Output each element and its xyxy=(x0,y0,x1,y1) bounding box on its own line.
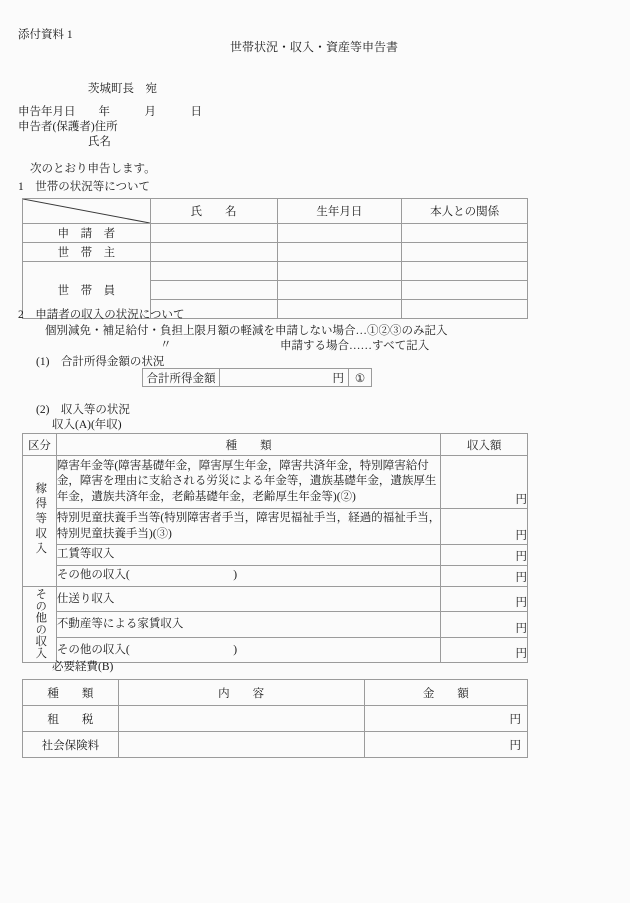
header-expense-amount: 金 額 xyxy=(364,680,527,706)
income-header-row xyxy=(23,434,528,456)
section2-note-line1: 個別減免・補足給付・負担上限月額の軽減を申請しない場合…①②③のみ記入 xyxy=(45,325,448,337)
total-income-mark: ① xyxy=(349,369,372,387)
unit-yen: 円 xyxy=(515,494,527,506)
cell-applicant-name[interactable] xyxy=(150,224,277,243)
header-expense-kind: 種 類 xyxy=(23,680,119,706)
income-row-rent xyxy=(23,612,528,637)
cell-member2-birthdate[interactable] xyxy=(277,281,402,300)
row-label-household-member: 世 帯 員 xyxy=(23,262,151,319)
table-row-member-1 xyxy=(23,262,528,281)
category-other-income xyxy=(23,587,57,663)
income-amount-pension[interactable] xyxy=(441,456,528,509)
income-row-child-allowance xyxy=(23,509,528,545)
expense-header-row xyxy=(23,680,528,706)
header-name: 氏 名 xyxy=(150,199,277,224)
category-earned-income xyxy=(23,456,57,587)
cell-householder-birthdate[interactable] xyxy=(277,243,402,262)
income-row-other-earned xyxy=(23,566,528,587)
header-relation: 本人との関係 xyxy=(402,199,528,224)
diagonal-header-cell xyxy=(23,199,151,224)
intro-sentence: 次のとおり申告します。 xyxy=(30,163,156,175)
unit-yen: 円 xyxy=(515,530,527,542)
cell-member1-relation[interactable] xyxy=(402,262,528,281)
cell-applicant-birthdate[interactable] xyxy=(277,224,402,243)
cell-member3-relation[interactable] xyxy=(402,300,528,319)
cell-applicant-relation[interactable] xyxy=(402,224,528,243)
header-expense-content: 内 容 xyxy=(118,680,364,706)
expense-amount-social-insurance[interactable] xyxy=(364,732,527,758)
category-other-income-label: その他の収入 xyxy=(34,588,47,659)
household-table xyxy=(22,198,528,319)
unit-yen: 円 xyxy=(515,551,527,563)
income-amount-wages[interactable] xyxy=(441,545,528,566)
unit-yen: 円 xyxy=(509,739,521,752)
expense-row-social-insurance xyxy=(23,732,528,758)
page-title: 世帯状況・収入・資産等申告書 xyxy=(230,40,399,54)
income-kind-child-allowance: 特別児童扶養手当等(特別障害者手当，障害児福祉手当，経過的福祉手当，特別児童扶養手当)(③) xyxy=(56,509,441,545)
income-kind-other-earned[interactable]: その他の収入( ) xyxy=(56,566,441,587)
addressee: 茨城町長 宛 xyxy=(88,83,157,95)
income-kind-other-misc[interactable]: その他の収入( ) xyxy=(56,637,441,662)
header-amount: 収入額 xyxy=(441,434,528,456)
diagonal-line-icon xyxy=(23,199,150,223)
cell-member1-name[interactable] xyxy=(150,262,277,281)
section2-note-ditto: 〃 xyxy=(160,339,172,351)
header-category: 区分 xyxy=(23,434,57,456)
table-row-applicant xyxy=(23,224,528,243)
header-kind: 種 類 xyxy=(56,434,441,456)
expense-content-tax[interactable] xyxy=(118,706,364,732)
row-label-applicant: 申 請 者 xyxy=(23,224,151,243)
header-birthdate: 生年月日 xyxy=(277,199,402,224)
unit-yen: 円 xyxy=(515,597,527,610)
declaration-date-field[interactable]: 申告年月日 年 月 日 xyxy=(18,106,202,118)
section2-note-line2: 申請する場合……すべて記入 xyxy=(280,340,430,352)
income-kind-wages: 工賃等収入 xyxy=(56,545,441,566)
table-row-householder xyxy=(23,243,528,262)
table-header-row xyxy=(23,199,528,224)
total-income-box xyxy=(142,368,372,387)
category-earned-income-label: 稼得等収入 xyxy=(34,482,47,557)
income-row-pension xyxy=(23,456,528,509)
section2-sub2-heading: (2) 収入等の状況 xyxy=(36,404,130,416)
total-income-value-field[interactable] xyxy=(220,369,349,387)
row-label-householder: 世 帯 主 xyxy=(23,243,151,262)
cell-member3-birthdate[interactable] xyxy=(277,300,402,319)
unit-yen: 円 xyxy=(515,572,527,584)
income-amount-other-earned[interactable] xyxy=(441,566,528,587)
attachment-label: 添付資料 1 xyxy=(18,29,73,41)
expense-amount-tax[interactable] xyxy=(364,706,527,732)
income-amount-remittance[interactable] xyxy=(441,587,528,612)
unit-yen: 円 xyxy=(515,622,527,635)
income-table xyxy=(22,433,528,663)
section1-heading: 1 世帯の状況等について xyxy=(18,181,151,193)
income-amount-other-misc[interactable] xyxy=(441,637,528,662)
expense-kind-tax: 租 税 xyxy=(23,706,119,732)
section2-sub3-heading: 必要経費(B) xyxy=(52,661,114,673)
income-amount-rent[interactable] xyxy=(441,612,528,637)
expense-row-tax xyxy=(23,706,528,732)
total-income-unit: 円 xyxy=(332,372,344,385)
total-income-label: 合計所得金額 xyxy=(143,369,220,387)
income-kind-pension: 障害年金等(障害基礎年金，障害厚生年金，障害共済年金，特別障害給付金，障害を理由に支給される労災による年金等，遺族基礎年金，遺族厚生年金，遺族共済年金，老齢基礎年金，老齢厚生年金等)(②) xyxy=(56,456,441,509)
cell-member1-birthdate[interactable] xyxy=(277,262,402,281)
expense-kind-social-insurance: 社会保険料 xyxy=(23,732,119,758)
applicant-address-field[interactable]: 申告者(保護者)住所 xyxy=(18,121,118,133)
applicant-name-field[interactable]: 氏名 xyxy=(88,136,111,148)
income-kind-rent: 不動産等による家賃収入 xyxy=(56,612,441,637)
section2-sub2-subheading: 収入(A)(年収) xyxy=(52,419,122,431)
cell-member2-name[interactable] xyxy=(150,281,277,300)
section2-heading: 2 申請者の収入の状況について xyxy=(18,309,185,321)
expense-content-social-insurance[interactable] xyxy=(118,732,364,758)
income-row-remittance xyxy=(23,587,528,612)
expense-table xyxy=(22,679,528,758)
cell-member2-relation[interactable] xyxy=(402,281,528,300)
unit-yen: 円 xyxy=(515,648,527,661)
cell-householder-relation[interactable] xyxy=(402,243,528,262)
income-row-wages xyxy=(23,545,528,566)
income-amount-child-allowance[interactable] xyxy=(441,509,528,545)
income-kind-remittance: 仕送り収入 xyxy=(56,587,441,612)
unit-yen: 円 xyxy=(509,713,521,726)
total-income-row xyxy=(143,369,372,387)
section2-sub1-heading: (1) 合計所得金額の状況 xyxy=(36,356,165,368)
cell-householder-name[interactable] xyxy=(150,243,277,262)
